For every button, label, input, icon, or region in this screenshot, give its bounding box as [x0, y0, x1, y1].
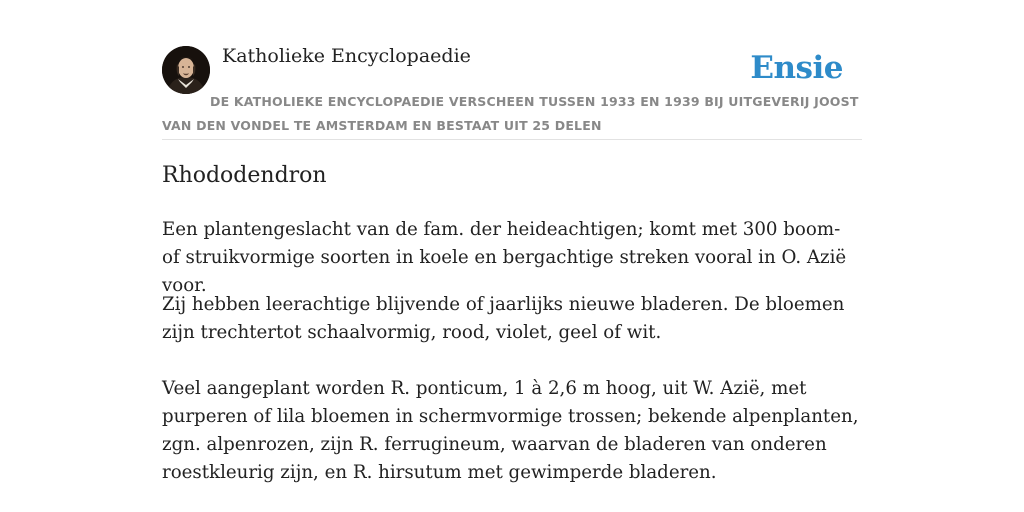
- site-subtitle: DE KATHOLIEKE ENCYCLOPAEDIE VERSCHEEN TUSSEN 1933 EN 1939 BIJ UITGEVERIJ JOOST VAN DEN VONDEL TE AMSTERDAM EN BESTAAT UIT 25 DELEN: [162, 94, 859, 133]
- brand-logo[interactable]: Ensie: [750, 50, 843, 86]
- header-divider: [162, 139, 862, 140]
- article-paragraph: Een plantengeslacht van de fam. der heideachtigen; komt met 300 boom- of struikvormige soorten in koele en bergachtige streken vooral in O. Azië voor.: [162, 219, 847, 296]
- site-title[interactable]: Katholieke Encyclopaedie: [222, 45, 471, 67]
- article-paragraph: Veel aangeplant worden R. ponticum, 1 à 2,6 m hoog, uit W. Azië, met purperen of lila bloemen in schermvormige trossen; bekende alpenplanten, zgn. alpenrozen, zijn R. ferrugineum, waarvan de bladeren van onderen roestkleurig zijn, en R. hirsutum met gewimperde bladeren.: [162, 378, 859, 483]
- article-paragraph: Zij hebben leerachtige blijvende of jaarlijks nieuwe bladeren. De bloemen zijn trechtertot schaalvormig, rood, violet, geel of wit.: [162, 294, 845, 343]
- page: [162, 0, 862, 512]
- article-title: Rhododendron: [162, 163, 327, 188]
- portrait-avatar-icon[interactable]: [162, 46, 210, 94]
